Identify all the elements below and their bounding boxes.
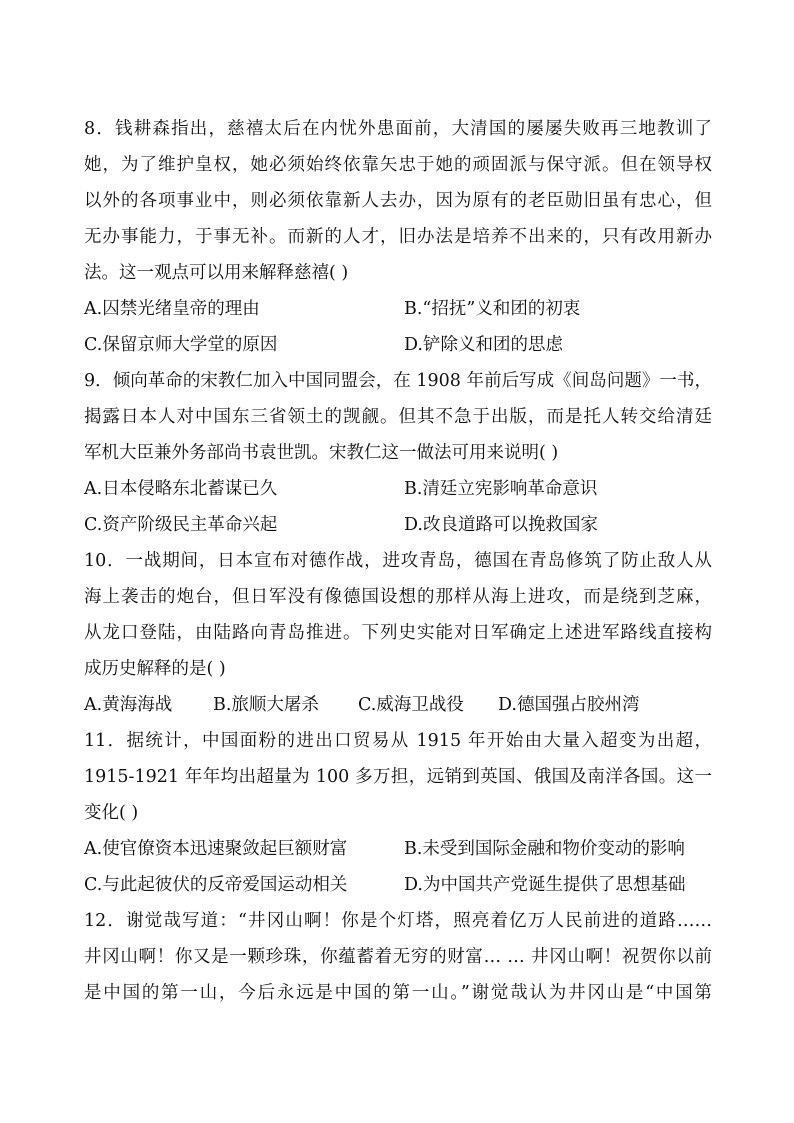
q11-line-2: 1915-1921 年年均出超量为 100 多万担，远销到英国、俄国及南洋各国。这一: [84, 767, 712, 787]
q12-line-2: 井冈山啊！你又是一颗珍珠，你蕴蓄着无穷的财富… … 井冈山啊！祝贺你以前: [84, 947, 712, 967]
q11-line-1: 11．据统计，中国面粉的进出口贸易从 1915 年开始由大量入超变为出超，: [84, 731, 712, 751]
q8-option-d: D.铲除义和团的思虑: [404, 335, 563, 355]
q9-line-2: 揭露日本人对中国东三省领土的觊觎。但其不急于出版，而是托人转交给清廷: [84, 407, 712, 427]
q12-line-3: 是中国的第一山，今后永远是中国的第一山。”谢觉哉认为井冈山是“中国第: [84, 983, 712, 1003]
q10-option-a: A.黄海海战: [84, 695, 173, 715]
q8-option-b: B.“招抚”义和团的初衷: [404, 299, 581, 319]
q11-option-a: A.使官僚资本迅速聚敛起巨额财富: [84, 839, 348, 859]
q8-line-5: 法。这一观点可以用来解释慈禧( ): [84, 263, 349, 283]
q8-line-1: 8．钱耕森指出，慈禧太后在内忧外患面前，大清国的屡屡失败再三地教训了: [84, 119, 712, 139]
q10-option-d: D.德国强占胶州湾: [498, 695, 640, 715]
q9-option-d: D.改良道路可以挽救国家: [404, 515, 598, 535]
q11-option-b: B.未受到国际金融和物价变动的影响: [404, 839, 685, 859]
q11-line-3: 变化( ): [84, 803, 139, 823]
q10-option-c: C.威海卫战役: [358, 695, 464, 715]
q9-line-1: 9．倾向革命的宋教仁加入中国同盟会，在 1908 年前后写成《间岛问题》一书，: [84, 371, 712, 391]
q9-option-b: B.清廷立宪影响革命意识: [404, 479, 598, 499]
q9-line-3: 军机大臣兼外务部尚书袁世凯。宋教仁这一做法可用来说明( ): [84, 443, 559, 463]
q8-option-c: C.保留京师大学堂的原因: [84, 335, 278, 355]
q11-option-d: D.为中国共产党诞生提供了思想基础: [404, 875, 686, 895]
q10-line-3: 从龙口登陆，由陆路向青岛推进。下列史实能对日军确定上述进军路线直接构: [84, 623, 712, 643]
q10-line-2: 海上袭击的炮台，但日军没有像德国设想的那样从海上进攻，而是绕到芝麻，: [84, 587, 712, 607]
q10-line-4: 成历史解释的是( ): [84, 659, 226, 679]
q9-option-a: A.日本侵略东北蓄谋已久: [84, 479, 278, 499]
q8-line-2: 她，为了维护皇权，她必须始终依靠矢忠于她的顽固派与保守派。但在领导权: [84, 155, 712, 175]
q9-option-c: C.资产阶级民主革命兴起: [84, 515, 278, 535]
q11-option-c: C.与此起彼伏的反帝爱国运动相关: [84, 875, 348, 895]
q8-line-3: 以外的各项事业中，则必须依靠新人去办，因为原有的老臣勋旧虽有忠心，但: [84, 191, 712, 211]
q8-option-a: A.囚禁光绪皇帝的理由: [84, 299, 260, 319]
q10-line-1: 10．一战期间，日本宣布对德作战，进攻青岛，德国在青岛修筑了防止敌人从: [84, 551, 712, 571]
q12-line-1: 12．谢觉哉写道：“井冈山啊！你是个灯塔，照亮着亿万人民前进的道路……: [84, 911, 712, 931]
q8-line-4: 无办事能力，于事无补。而新的人才，旧办法是培养不出来的，只有改用新办: [84, 227, 712, 247]
q10-option-b: B.旅顺大屠杀: [213, 695, 319, 715]
